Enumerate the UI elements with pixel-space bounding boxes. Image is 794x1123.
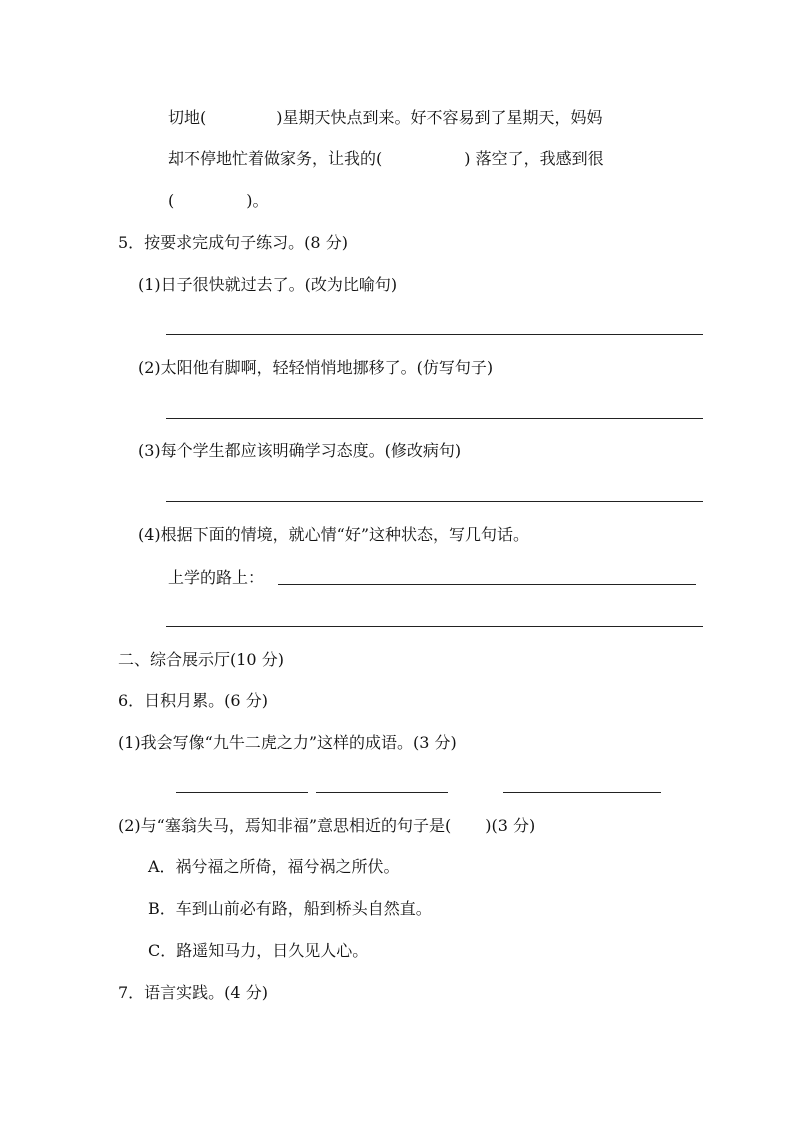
q5-item-1: (1)日子很快就过去了。(改为比喻句) xyxy=(138,275,398,294)
q5-item-3: (3)每个学生都应该明确学习态度。(修改病句) xyxy=(138,441,462,460)
q6-option-a: A．祸兮福之所倚，福兮祸之所伏。 xyxy=(148,857,400,876)
q4-line-3-text-a: ( xyxy=(168,191,175,210)
q6-option-b: B．车到山前必有路，船到桥头自然直。 xyxy=(148,899,432,918)
q5-item-2: (2)太阳他有脚啊，轻轻悄悄地挪移了。(仿写句子) xyxy=(138,358,494,377)
q4-line-3-text-b: )。 xyxy=(246,191,269,210)
q7-title: 7．语言实践。(4 分) xyxy=(118,983,268,1002)
q5-answer-line-4a[interactable] xyxy=(278,584,696,585)
q5-answer-line-2[interactable] xyxy=(166,418,703,419)
q4-line-1 xyxy=(168,108,603,128)
q4-line-2-text-b: ) 落空了，我感到很 xyxy=(464,149,604,168)
q5-item-4: (4)根据下面的情境，就心情“好”这种状态，写几句话。 xyxy=(138,525,530,544)
q6-idiom-line-3[interactable] xyxy=(503,792,661,793)
q6-title: 6．日积月累。(6 分) xyxy=(118,691,268,710)
q4-line-2 xyxy=(168,149,604,169)
q6-idiom-line-1[interactable] xyxy=(176,792,308,793)
q5-prompt: 上学的路上： xyxy=(168,568,265,587)
q6-sub-2-text-b: )(3 分) xyxy=(485,816,536,835)
q6-sub-2-text-a: (2)与“塞翁失马，焉知非福”意思相近的句子是( xyxy=(118,816,452,835)
q4-line-2-text-a: 却不停地忙着做家务，让我的( xyxy=(168,149,383,168)
q6-idiom-line-2[interactable] xyxy=(316,792,448,793)
q4-line-3 xyxy=(168,191,269,211)
q6-sub-1: (1)我会写像“九牛二虎之力”这样的成语。(3 分) xyxy=(118,733,457,752)
section-2-title: 二、综合展示厅(10 分) xyxy=(118,650,284,669)
q6-option-c: C．路遥知马力，日久见人心。 xyxy=(148,941,369,960)
q5-answer-line-4b[interactable] xyxy=(166,626,703,627)
q4-line-1-text-a: 切地( xyxy=(168,108,207,127)
q5-answer-line-3[interactable] xyxy=(166,501,703,502)
q5-answer-line-1[interactable] xyxy=(166,334,703,335)
q4-line-1-text-b: )星期天快点到来。好不容易到了星期天，妈妈 xyxy=(276,108,603,127)
q6-sub-2 xyxy=(118,816,535,836)
q5-title: 5．按要求完成句子练习。(8 分) xyxy=(118,233,348,252)
